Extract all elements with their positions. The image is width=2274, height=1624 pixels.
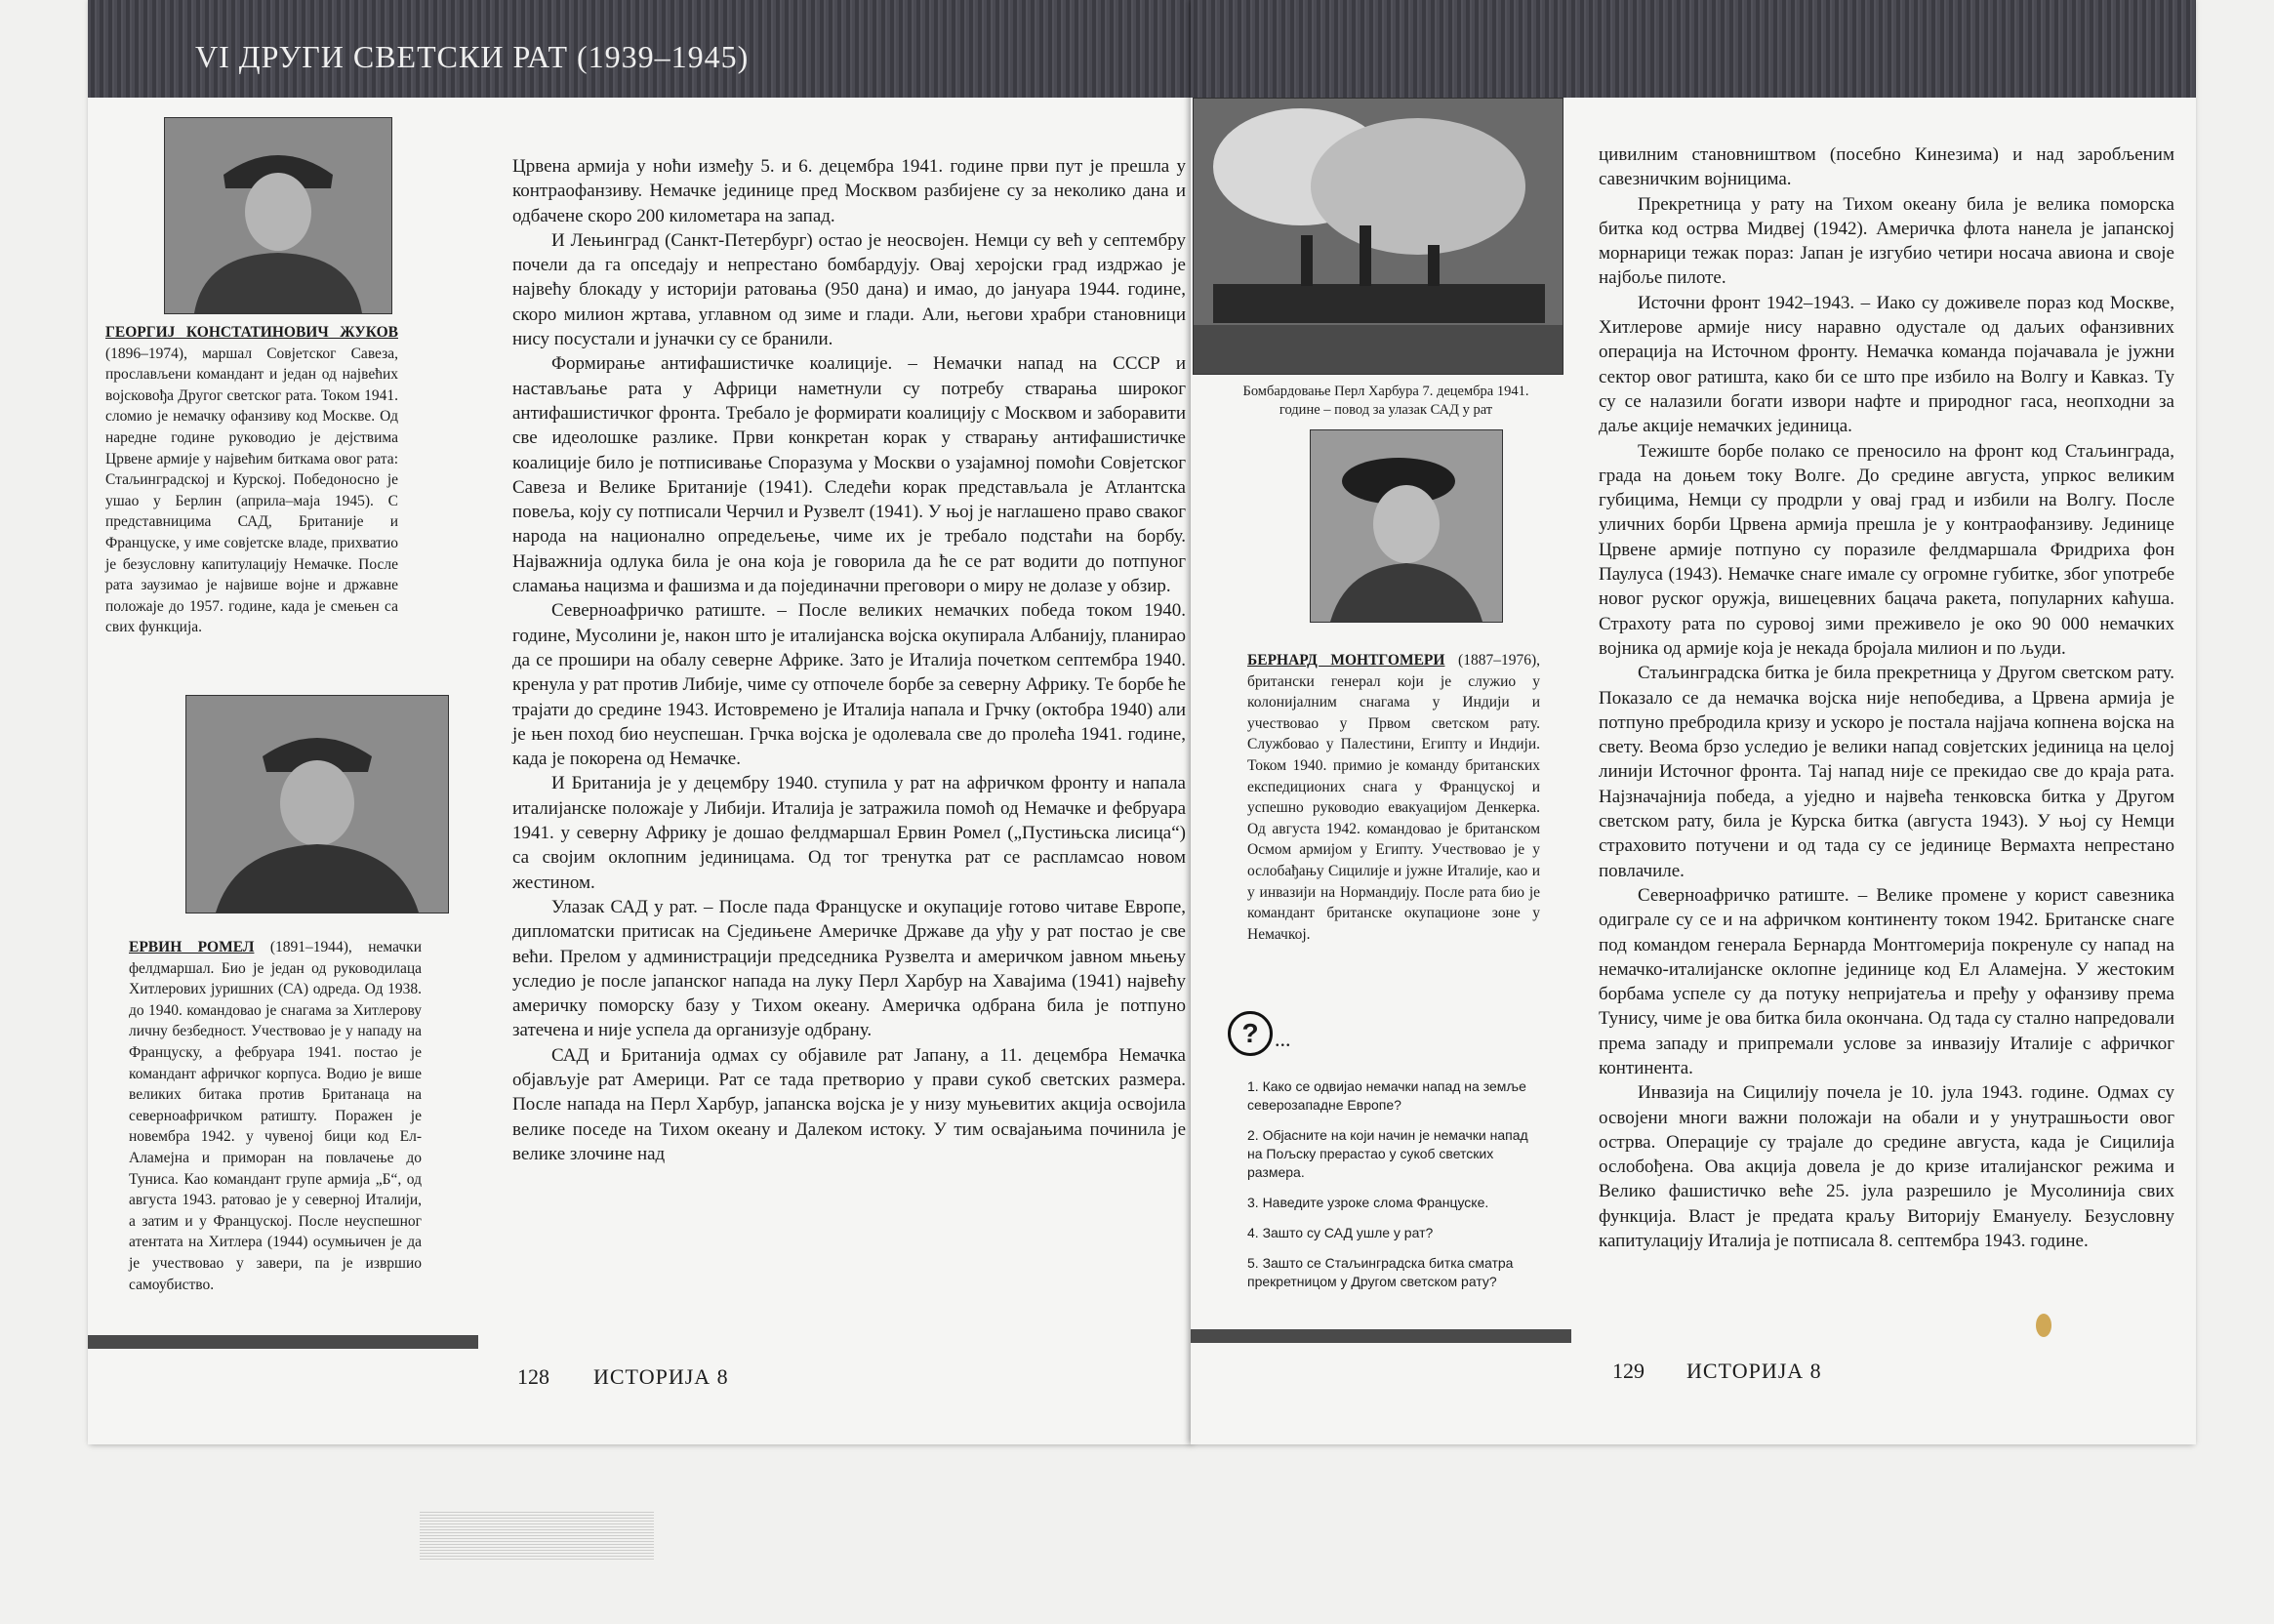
- rommel-bio: [129, 937, 422, 1295]
- montgomery-text: (1887–1976), британски генерал који је служио у колонијалним снагама у Индији и учествовао у Првом светском рату. Службовао у Палестини, Египту и Индији. Током 1940. примио је команду британских експедиционих снага у Француској и успешно руководио евакуацијом Денкерка. Од августа 1942. командовао је британском Осмом армијом у Египту. Учествовао је у ослобађању Сицилије и јужне Италије, као и у инвазији на Нормандију. После рата био је командант британске окупационе зоне у Немачкој.: [1247, 652, 1540, 943]
- zhukov-photo: [164, 117, 392, 314]
- rommel-photo: [185, 695, 449, 914]
- paragraph: Прекретница у рату на Тихом океану била је велика поморска битка код острва Мидвеј (1942). Америчка флота нанела је јапанској морнарици тежак пораз: Јапан је изгубио четири носача авиона и своје најбоље пилоте.: [1599, 193, 2174, 289]
- question-item: 3. Наведите узроке слома Француске.: [1247, 1195, 1489, 1210]
- montgomery-bio: [1247, 650, 1540, 945]
- paragraph: И Британија је у децембру 1940. ступила у рат на афричком фронту и напала италијанске положаје у Либији. Италија је затражила помоћ од Немачке и фебруара 1941. у северну Африку је дошао фелдмаршал Ервин Ромел („Пустињска лисица“) са својим оклопним јединицама. Од тог тренутка рат се распламсао новом жестином.: [512, 773, 1186, 893]
- montgomery-photo: [1310, 429, 1503, 623]
- stain-spot: [2036, 1314, 2051, 1337]
- pearl-harbor-photo: [1193, 98, 1563, 375]
- montgomery-name: БЕРНАРД МОНТГОМЕРИ: [1247, 652, 1445, 669]
- page-number: 128: [517, 1364, 549, 1389]
- montgomery-portrait-illustration: [1311, 430, 1502, 622]
- left-main-text: [512, 154, 1186, 1166]
- paragraph: Црвена армија у ноћи између 5. и 6. децембра 1941. године први пут је прешла у контраофанзиву. Немачке јединице пред Москвом разбијене су за неколико дана и одбачене скоро 200 километара на запад.: [512, 156, 1186, 226]
- paragraph: Инвазија на Сицилију почела је 10. јула 1943. године. Одмах су освојени многи важни положаји на обали и у унутрашњости овог острва. Операције су трајале до средине августа, када је Сицилија ослобођена. Ова акција довела је до кризе италијанског режима и Велико фашистичко веће 25. јула разрешило је Мусолинија свих функција. Власт је предата краљу Виторију Емануелу. Безусловну капитулацију Италија је потписала 8. септембра 1943. године.: [1599, 1082, 2174, 1252]
- question-item: 1. Како се одвијао немачки напад на земље северозападне Европе?: [1247, 1078, 1526, 1113]
- scan-smudge: [420, 1511, 654, 1560]
- question-item: 4. Зашто су САД ушле у рат?: [1247, 1225, 1434, 1240]
- paragraph: Формирање антифашистичке коалиције. – Немачки напад на СССР и настављање рата у Африци наметнули су потребу стварања широког антифашистичког фронта. Требало је формирати коалицију с Москвом и заборавити све идеолошке разлике. Први конкретан корак у стварању антифашистичке коалиције било је потписивање Споразума у Москви о узајамној помоћи Совјетског Савеза и Велике Британије (1941). Следећи корак представљала је Атлантска повеља, коју су потписали Черчил и Рузвелт (1941). У њој је наглашено право сваког народа на национално опредељење, чиме их је требало подстаћи на борбу. Најважнија одлука била је она која је говорила да ће се рат водити до потпуног сламања нацизма и фашизма и да појединачни преговори о миру не долазе у обзир.: [512, 353, 1186, 597]
- rommel-portrait-illustration: [186, 696, 448, 913]
- book-name: ИСТОРИЈА 8: [593, 1364, 729, 1389]
- zhukov-bio: [105, 322, 398, 638]
- question-mark-icon: ?: [1228, 1011, 1273, 1056]
- zhukov-text: (1896–1974), маршал Совјетског Савеза, прослављени командант и један од највећих војсковођа Другог светског рата. Током 1941. сломио је немачку офанзиву код Москве. Од наредне године руководио је дејствима Црвене армије у највећим биткама овог рата: Стаљинградској и Курској. Победоносно је ушао у Берлин (априла–маја 1945). С представницима САД, Британије и Француске, у име совјетске владе, прихватио је безусловну капитулацију Немачке. После рата заузимао је највише војне и државне положаје до 1957. године, када је смењен са свих функција.: [105, 345, 398, 636]
- question-item: 2. Објасните на који начин је немачки напад на Пољску прерастао у сукоб светских размера.: [1247, 1127, 1528, 1180]
- zhukov-name: ГЕОРГИЈ КОНСТАТИНОВИЧ ЖУКОВ: [105, 324, 398, 341]
- chapter-title: VI ДРУГИ СВЕТСКИ РАТ (1939–1945): [195, 39, 750, 74]
- chapter-header-band: [88, 0, 1191, 98]
- paragraph: САД и Британија одмах су објавиле рат Јапану, а 11. децембра Немачка објављује рат Америци. Рат се тада претворио у прави сукоб светских размера. После напада на Перл Харбур, јапанска војска је у низу муњевитих акција освојила велике поседе на Тихом океану и Далеком истоку. У тим освајањима починила је велике злочине над: [512, 1044, 1186, 1164]
- paragraph: Улазак САД у рат. – После пада Француске и окупације готово читаве Европе, дипломатски притисак на Сједињене Америчке Државе да уђу у рат постао је све већи. Прелом у администрацији председника Рузвелта и америчком јавном мњењу уследио је после јапанског напада на луку Перл Харбур на Хавајима (1941) највећу америчку поморску базу у Тихом океану. Америчка одбрана била је потпуно затечена и није успела да организује одбрану.: [512, 896, 1186, 1041]
- paragraph: Источни фронт 1942–1943. – Иако су доживеле пораз код Москве, Хитлерове армије нису наравно одустале од даљих офанзивних операција на Источном фронту. Немачка команда појачавала је јужни сектор овог ратишта, како би се што пре избило на Волгу и Кавказ. Ту су се налазили богати извори нафте и природног гаса, неопходни за даље акције немачких јединица.: [1599, 292, 2174, 437]
- paragraph: Северноафричко ратиште. – Велике промене у корист савезника одиграле су се и на афричком континенту током 1942. Британске снаге под командом генерала Бернарда Монтгомерија покренуле су напад на немачко-италијанске оклопне јединице код Ел Аламејна. У жестоким борбама успеле су да потуку непријатеља и пређу у офанзиву према Тунису, чиме је ова битка била окончана. Од тада су стално напредовали према западу и припремали услове за инвазију Италије с афричког континента.: [1599, 884, 2174, 1078]
- pearl-harbor-illustration: [1194, 99, 1563, 374]
- rommel-name: ЕРВИН РОМЕЛ: [129, 939, 255, 955]
- left-page: [88, 0, 1191, 1444]
- zhukov-portrait-illustration: [165, 118, 391, 313]
- question-item: 5. Зашто се Стаљинградска битка сматра прекретницом у Другом светском рату?: [1247, 1255, 1514, 1289]
- pearl-harbor-caption: Бомбардовање Перл Харбура 7. децембра 1941. године – повод за улазак САД у рат: [1242, 384, 1529, 418]
- page-number: 129: [1612, 1359, 1645, 1383]
- questions-list: [1247, 1077, 1540, 1303]
- paragraph: Северноафричко ратиште. – После великих немачких победа током 1940. године, Мусолини је, након што је италијанска војска окупирала Албанију, планирао да се прошири на обалу северне Африке. Зато је Италија почетком септембра 1940. кренула у рат против Либије, чиме су отпочеле борбе за северну Африку. Те борбе ће трајати до средине 1943. Истовремено је Италија напала и Грчку (октобра 1940) али је њен поход био неуспешан. Грчка војска је одолевала све до пролећа 1941. године, када је покорена од Немачке.: [512, 600, 1186, 770]
- footer-bar: [88, 1335, 478, 1349]
- right-page: [1191, 0, 2196, 1444]
- paragraph: Тежиште борбе полако се преносило на фронт код Стаљинграда, града на доњем току Волге. До средине августа, упркос великим губицима, Немци су продрли у овај град и избили на Волгу. После уличних борби Црвена армија прешла је у контраофанзиву. Јединице Црвене армије потпуно су поразиле фелдмаршала Фридриха фон Паулуса (1943). Немачке снаге имале су огромне губитке, због употребе новог руског оружја, вишецевних бацача ракета, популарних каћуша. Страхоту рата по суровој зими преживело је око 90 000 немачких војника од армије која је некада бројала милион и по људи.: [1599, 440, 2174, 659]
- paragraph: Стаљинградска битка је била прекретница у Другом светском рату. Показало се да немачка војска није непобедива, а Црвена армија је потпуно пребродила кризу и ускоро је постала најјача копнена војска на свету. Веома брзо уследио је велики напад совјетских јединица на целој линији Источног фронта. Тај напад није се прекидао све до краја рата. Најзначајнија победа, а уједно и највећа тенковска битка у Другом светском рату, била је Курска битка (августа 1943). У њој су Немци страховито потучени и од тада су се јединице Вермахта непрестано повлачиле.: [1599, 663, 2174, 881]
- questions-dots: ...: [1275, 1027, 1291, 1051]
- paragraph: И Лењинград (Санкт-Петербург) остао је неосвојен. Немци су већ у септембру почели да га опседају и непрестано бомбардују. Овај херојски град издржао је највећу блокаду у историји ратовања (950 дана) и имао, до јануара 1944. године, скоро милион жртава, углавном од зиме и глади. Али, његови храбри становници нису посустали и јуначки су се бранили.: [512, 229, 1186, 350]
- right-main-text: [1599, 142, 2174, 1253]
- paragraph: цивилним становништвом (посебно Кинезима) и над заробљеним савезничким војницима.: [1599, 144, 2174, 190]
- book-name: ИСТОРИЈА 8: [1686, 1359, 1822, 1383]
- footer-bar: [1191, 1329, 1571, 1343]
- rommel-text: (1891–1944), немачки фелдмаршал. Био је један од руководилаца Хитлерових јуришних (СА) одреда. Од 1938. до 1940. командовао је снагама за Хитлерову личну безбедност. Учествовао је у нападу на Француску, а фебруара 1941. постао је командант афричког корпуса. Водио је више великих битака против Британаца на северноафричком ратишту. Поражен је новембра 1942. у чувеној бици код Ел-Аламејна и приморан на повлачење до Туниса. Као командант групе армија „Б“, од августа 1943. ратовао је у северној Италији, а затим и у Француској. После неуспешног атентата на Хитлера (1944) осумњичен је да је учествовао у завери, па је извршио самоубиство.: [129, 939, 422, 1293]
- right-header-band: [1191, 0, 2196, 98]
